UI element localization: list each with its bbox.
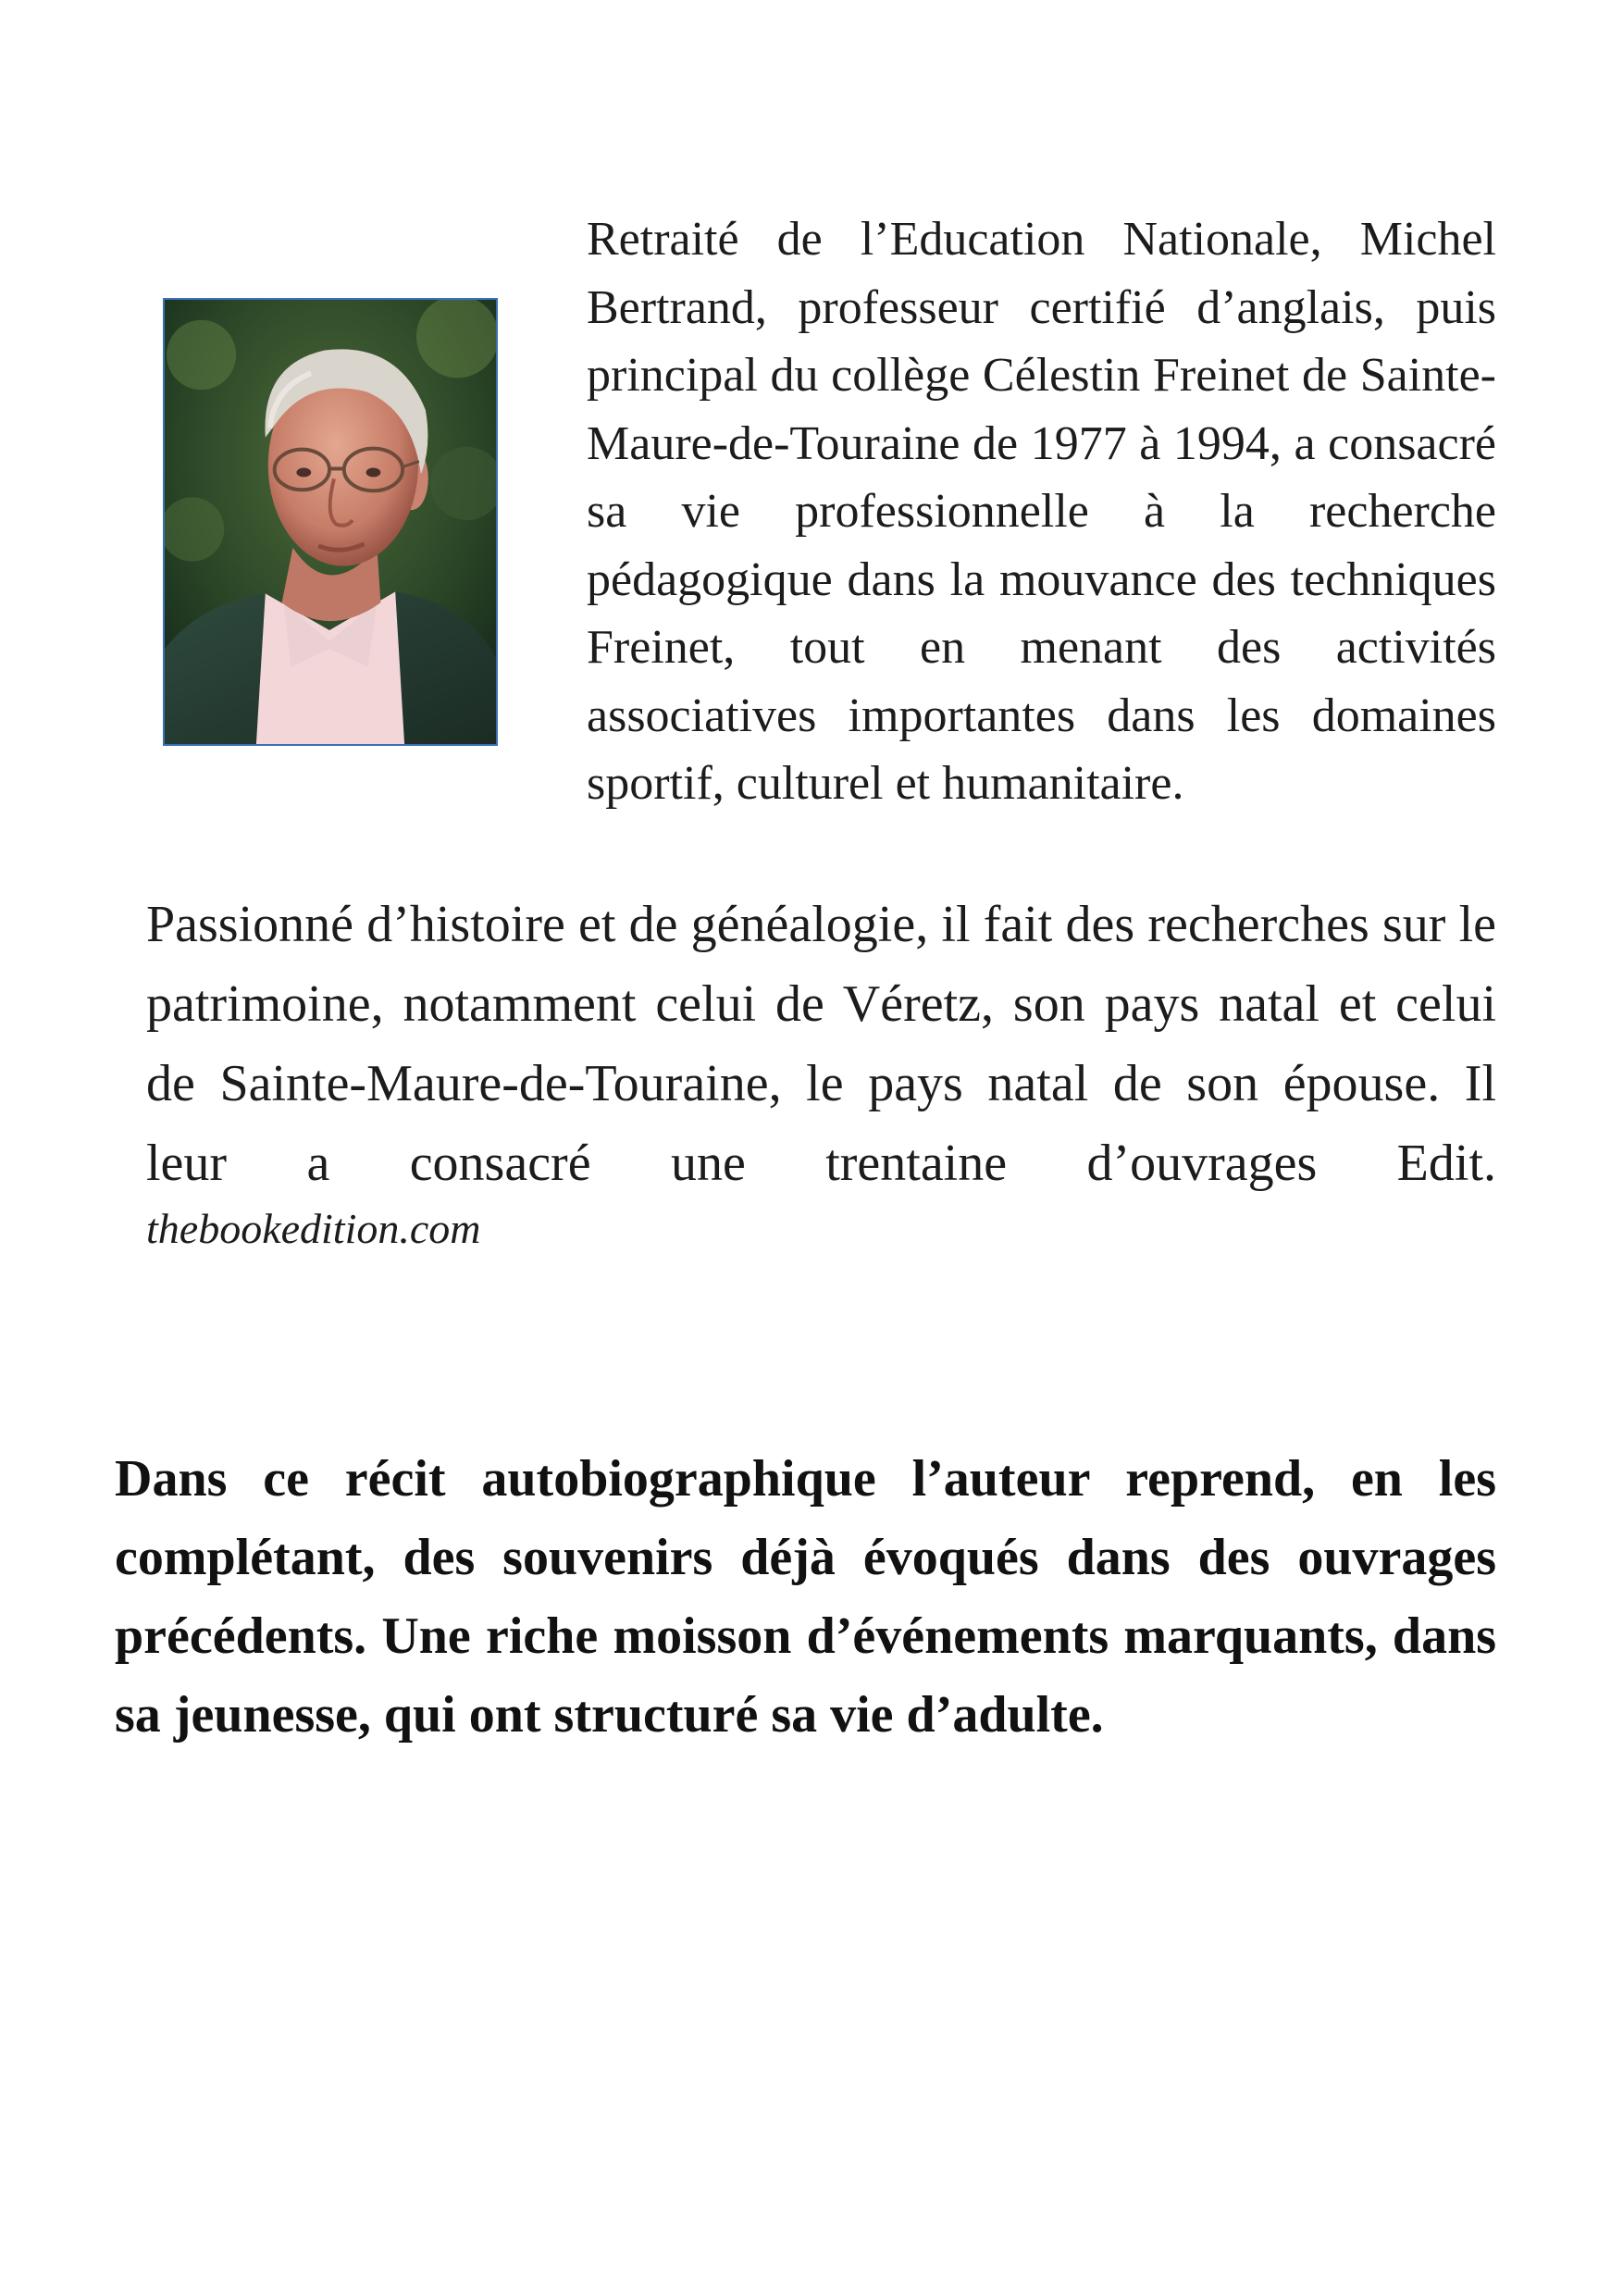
author-interests-paragraph: Passionné d’histoire et de généalogie, il fait des recherches sur le patrimoine, notamment celui de Véretz, son pays natal et celui de Sainte-Maure-de-Touraine, le pays natal de son épouse. Il leur a consacré une trentaine d’ouvrages Edit. xyxy=(146,896,1496,1192)
author-portrait xyxy=(163,298,498,746)
author-portrait-photo-icon xyxy=(165,300,496,744)
author-bio-paragraph: Retraité de l’Education Nationale, Michel Bertrand, professeur certifié d’anglais, puis principal du collège Célestin Freinet de Sainte-Maure-de-Touraine de 1977 à 1994, a consacré sa vie professionnelle à la recherche pédagogique dans la mouvance des techniques Freinet, tout en menant des activités associatives importantes dans les domaines sportif, culturel et humanitaire. xyxy=(587,213,1496,810)
publisher-website: thebookedition.com xyxy=(146,1205,481,1252)
book-summary-paragraph: Dans ce récit autobiographique l’auteur reprend, en les complétant, des souvenirs déjà évoqués dans des ouvrages précédents. Une riche moisson d’événements marquants, dans sa jeunesse, qui ont structuré sa vie d’adulte. xyxy=(115,1450,1496,1744)
